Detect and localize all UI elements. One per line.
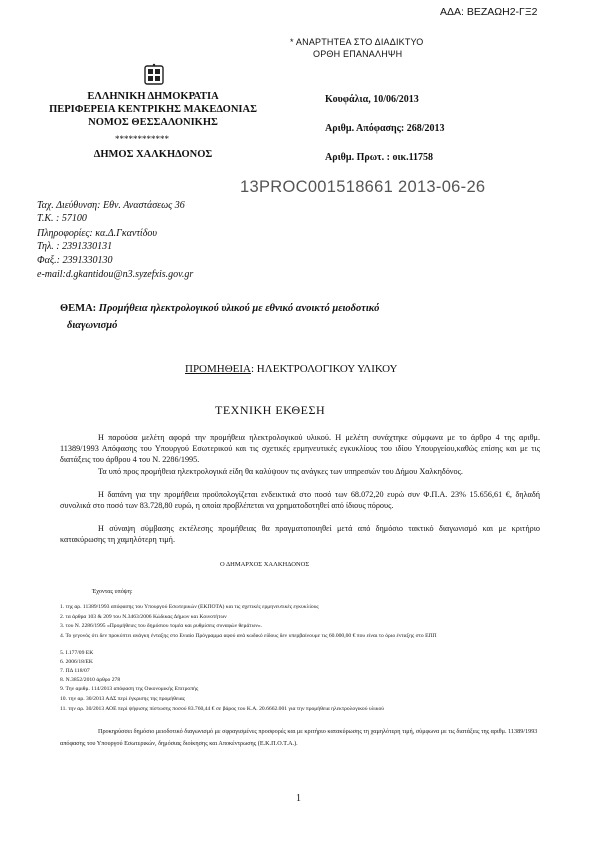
paragraph-4: Η σύναψη σύμβασης εκτέλεσης προμήθειας θα πραγματοποιηθεί μετά από δημόσιο τακτικό διαγωνισμό και με κριτήριο κατακύρωσης τη χαμηλότερη τιμή. <box>60 524 540 544</box>
publish-notice <box>290 37 423 47</box>
place-date: Κουφάλια, 10/06/2013 <box>325 94 419 105</box>
procurement-line <box>185 363 397 375</box>
header-municipality: ΔΗΜΟΣ ΧΑΛΚΗΔΟΝΟΣ <box>93 149 213 160</box>
reference-item: 3. του Ν. 2286/1995 «Προμήθειες του δημόσιου τομέα και ρυθμίσεις συναφών θεμάτων». <box>60 623 263 629</box>
contact-phone: Τηλ. : 2391330131 <box>37 241 113 252</box>
subject-label: ΘΕΜΑ: <box>60 303 97 314</box>
repeat-notice: ΟΡΘΗ ΕΠΑΝΑΛΗΨΗ <box>313 49 403 59</box>
reference-item: 9. Την αριθμ. 114/2013 απόφαση της Οικονομικής Επιτροπής <box>60 686 199 692</box>
procurement-value: : ΗΛΕΚΤΡΟΛΟΓΙΚΟΥ ΥΛΙΚΟΥ <box>251 363 398 375</box>
reference-item: 5. Ι.177/09 ΕΚ <box>60 650 94 656</box>
paragraph-2: Τα υπό προς προμήθεια ηλεκτρολογικά είδη θα καλύψουν τις ανάγκες των υπηρεσιών του Δήμου Χαλκηδόνος. <box>98 467 463 476</box>
reference-item: 7. ΠΔ 118/07 <box>60 668 90 674</box>
subject-text: Προμήθεια ηλεκτρολογικού υλικού με εθνικό ανοικτό μειοδοτικό <box>98 303 380 314</box>
reference-item: 1. της αρ. 11389/1993 απόφασης του Υπουργού Εσωτερικών (ΕΚΠΟΤΑ) και τις σχετικές ερμηνευτικές εγκυκλίους <box>60 604 319 610</box>
header-prefecture: ΝΟΜΟΣ ΘΕΣΣΑΛΟΝΙΚΗΣ <box>88 117 218 128</box>
reference-item: 2. τα άρθρα 103 & 209 του Ν.3463/2006 Κώδικας Δήμων και Κοινοτήτων <box>60 614 227 620</box>
contact-fax: Φαξ.: 2391330130 <box>37 255 113 266</box>
reference-item: 10. την αρ. 30/2013 ΑΔΣ περί έγκρισης της προμήθειας <box>60 696 185 702</box>
subject-line <box>60 303 379 314</box>
technical-report-title: ΤΕΧΝΙΚΗ ΕΚΘΕΣΗ <box>215 403 326 417</box>
ada-code: ΑΔΑ: ΒΕΖΑΩΗ2-ΓΞ2 <box>440 6 538 18</box>
paragraph-3: Η δαπάνη για την προμήθεια προϋπολογίζεται ενδεικτικά στο ποσό των 68.072,20 ευρώ συν Φ.Π.Α. 23% 15.656,61 €, δηλαδή συνολικά στο ποσό των 83.728,80 ευρώ, η οποία προβλέπεται να χρηματοδοτηθεί από ίδιους πόρους. <box>60 490 540 510</box>
decision-number: Αριθμ. Απόφασης: 268/2013 <box>325 123 445 134</box>
greek-emblem-icon <box>142 63 166 87</box>
procurement-label: ΠΡΟΜΗΘΕΙΑ <box>185 363 251 375</box>
contact-info: Πληροφορίες: κα.Δ.Γκαντίδου <box>37 228 157 239</box>
reference-item: 11. την αρ. 30/2013 ΑΟΕ περί ψήφισης πίστωσης ποσού 83.760,44 € σε βάρος του Κ.Α. 20.6662.001 για την προμήθεια ηλεκτρολογικού υλικού <box>60 706 385 712</box>
contact-postcode: Τ.Κ. : 57100 <box>37 213 87 224</box>
page-number: 1 <box>296 793 301 804</box>
contact-email: e-mail:d.gkantidou@n3.syzefxis.gov.gr <box>37 269 194 280</box>
header-stars: ************ <box>115 134 169 144</box>
header-region: ΠΕΡΙΦΕΡΕΙΑ ΚΕΝΤΡΙΚΗΣ ΜΑΚΕΔΟΝΙΑΣ <box>49 104 257 115</box>
mayor-title: Ο ΔΗΜΑΡΧΟΣ ΧΑΛΚΗΔΟΝΟΣ <box>220 561 310 568</box>
reference-item: 6. 2006/18/ΕΚ <box>60 659 93 665</box>
header-republic: ΕΛΛΗΝΙΚΗ ΔΗΜΟΚΡΑΤΙΑ <box>87 91 219 102</box>
having-in-view: Έχοντας υπόψη: <box>92 588 133 595</box>
final-paragraph: Προκηρύσσει δημόσιο μειοδοτικό διαγωνισμό με σφραγισμένες προσφορές και με κριτήριο κατακύρωσης τη χαμηλότερη τιμή, σύμφωνα με τις διατάξεις της αριθμ. 11389/1993 απόφασης του Υπουργού Εσωτερικών, δημόσιας διοίκησης και Αποκέντρωσης (Ε.Κ.Π.Ο.Τ.Α.). <box>60 728 538 747</box>
contact-address: Ταχ. Διεύθυνση: Εθν. Αναστάσεως 36 <box>37 200 185 211</box>
subject-text-continued: διαγωνισμό <box>67 320 118 331</box>
registry-stamp: 13PROC001518661 2013-06-26 <box>240 178 486 196</box>
asterisk-marker: * <box>290 37 294 47</box>
reference-item: 4. Το γεγονός ότι δεν προκύπτει ανάγκη ένταξης στο Ενιαίο Πρόγραμμα αφού ανά κωδικό είδους δεν υπερβαίνουμε τις 60.000,00 € που είναι το όριο ένταξης στο ΕΠΠ <box>60 633 437 639</box>
publish-line: ΑΝΑΡΤΗΤΕΑ ΣΤΟ ΔΙΑΔΙΚΤΥΟ <box>295 37 424 47</box>
protocol-number: Αριθμ. Πρωτ. : οικ.11758 <box>325 152 434 163</box>
reference-item: 8. Ν.3852/2010 άρθρο 278 <box>60 677 121 683</box>
paragraph-1: Η παρούσα μελέτη αφορά την προμήθεια ηλεκτρολογικού υλικού. Η μελέτη συνάχτηκε σύμφωνα με το άρθρο 4 της αριθμ. 11389/1993 Απόφασης του Υπουργού Εσωτερικού και τις σχετικές ερμηνευτικές εγκυκλίους του ιδίου Υπουργείου,καθώς επίσης και με τις διατάξεις του άρθρου 4 του Ν. 2286/1995. <box>60 433 540 464</box>
